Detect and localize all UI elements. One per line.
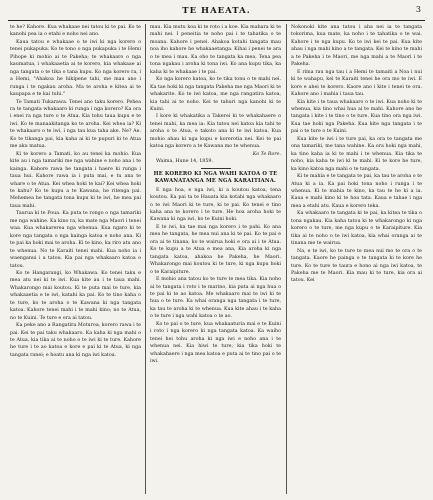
paragraph: Na, e te iwi, ko te ture te mea nui mo te ora o te tangata. Kaore he painga o te tangata ki te kore he ture. Ko te ture te taura e hono ai nga iwi katoa, te Pakeha me te Maori. Kia mau ki te ture, kia ora ai tatou. Kei	[291, 248, 422, 284]
article-headline: HE KORERO KI NGA WAHI KATOA O TE KAWANATANGA ME NGA KARAITIANA.	[153, 170, 278, 185]
newspaper-title: TE HAEATA.	[182, 6, 251, 16]
paragraph: E nga hoa, e nga iwi, ki a koutou katoa, tena koutou. Ka pai ta te Hauata kia kotahi nga whakaaro o te iwi Maori ki te ture, ki te pai. Ko tenei e tino kaha ana te korero i te ture. He hoa aroha hoki te Kawana ki nga iwi, ko te Kuini hoki.	[150, 187, 281, 223]
paragraph: te he? Kahore. Kua whakaae nei tatou ki te pai. Ko te kanohi pea ia o etahi e noho nei ano.	[10, 25, 141, 38]
paragraph: I kore ki whakatika a Takerei ki te whakahaere o tenei mahi, ka mea ia: Kia tatou nei katoa kia tahi te aroha o te Atua, e takoto ana ki te iwi katoa. Kua mohio ahau ki nga kupu e korerotia nei. Kei te pai katoa nga korero a te Kawana mo te whenua.	[150, 114, 281, 150]
paragraph: E te iwi, ka tae mai nga korero i te pahi. Ko ana mea he tangata, he mea nui ana ki te pai. Ko te pai e ora ai te tinana, ko te wairua hoki e ora ai i te Atua. Ko te kupu a te Atua e mea ana, Kia aroha ki nga tangata katoa, ahakoa he Pakeha, he Maori. Whakarongo mai koutou ki te ture, ki nga kupu hoki o te Karaipiture.	[150, 224, 281, 275]
paragraph: Ki te korero a Tamati, ko au tenei ka mohio. Kua kite au i nga tamariki me nga wahine e noho ana i te kainga. Kahore rawa he tangata i haere ki runga i taua hui. Kahore rawa ia i puta mai, e tu ana te whare o te Atua. Kei whea hoki te kai? Kei whea hoki te kahu? Ko te kupu a te Kawana, he ritenga pai. Mehemea he tangata tona kupu ki te iwi, he mea pai taua mahi.	[10, 151, 141, 209]
text-column-1	[10, 24, 141, 494]
paragraph: Ka whakaaro te tangata ki te pai, ka kitea te tika o tona ngakau. Kia kaha tatou ki te whakarongo ki nga korero o te ture, me nga kupu o te Karaipiture. Kia tika ai te noho o te iwi katoa, kia whai oranga ai te tinana me te wairua.	[291, 211, 422, 247]
section-separator	[201, 168, 231, 169]
text-column-2	[150, 24, 281, 494]
paragraph: Kia kite i te taua whakaaro o te iwi. Kua noho ki te whenua, kia tino whai hua ai te mahi. Kahore ano he tangata i kite i te tino o te ture. Kua tino ora nga iwi. Kua tae hoki nga Pakeha. Kua kite nga tangata i te pai o te ture o te Kuini.	[291, 99, 422, 135]
paragraph: mau. Kia mutu koa ki te roto i a koe. Kia mahara ki te mahi nei. I peneitia te noho pai i te tahatika o te moana. Kahore i penei. Ahakoa kotahi tangata mau noa iho kahore he whakaaetanga. Kihai i penei te ara o te mea i mau. Ka oho te tangata ka mea, Tena pea tona ngakau i aroha ki tona iwi. Ko ana kupu tika, ka kaha ki te whakaae i te pai.	[150, 25, 281, 75]
column-divider	[145, 24, 146, 494]
paragraph: Kaua tatou e whakaae o te iwi ki nga korero o tenei pukapuka. Ko te tono o nga pukapuka i te Hemi Pihope ki mohio ai te Pakeha; te whakaaro o nga kaumatua, i whakaaetia ai te korero, kia whakaae ai nga tangata o te tika o tana kupu. Ko nga korero ra, i a Hemi, "Ahakoa he hikipene tahi, me mau ano i runga i te ngakau aroha. Ma te aroha e kitea ai te kaupapa e te kai tuhi."	[10, 39, 141, 98]
text-column-3	[291, 24, 422, 494]
paragraph: Nokonoki kite ana tatou i aha nei ia te tangata tokorima, kua mate, ka noho i te tahatika o te wai. Kahore i te nga kupu. Ko te iwi kei te pai. Kua kite ahau i nga mahi kino a te tangata. Kei te kino te mahi a te Pakeha i te Maori, me nga mahi a te Maori i te Pakeha.	[291, 25, 422, 68]
dateline: Waima, Hune 14, 1859.	[156, 159, 213, 165]
page-header	[0, 0, 433, 16]
paragraph: Ko nga korero katoa, ko te tika tonu o te mahi nei. Ka tae hoki ki nga tangata Pakeha me nga Maori ki te whakarite. Ko te iwi katoa, me nga rangatira katoa, kia tahi ai te noho. Kei te tahuri nga kanohi ki te Kuini.	[150, 77, 281, 112]
paragraph: Ki te mahia e te tangata te pai, ka tau te aroha o te Atua ki a ia. Ka pai hoki tona noho i runga i te whenua. Ki te mahia te kino, ka tau te he ki a ia. Kaua e mahi kino ki te hoa tata. Kaua e tahae i nga mea a etahi atu. Kaua e korero teka.	[291, 174, 422, 209]
paragraph: Ko te Hangarangi, ko Whakawa. Ko tenei taku e mea atu nei ki te iwi. Kua kite au i te taua mahi. Whakarongo mai koutou. Ki te puta mai te ture, kia whakaaetia e te iwi, katahi ka pai. Ko te tino kaha o te ture, ko te aroha o te Kawana ki nga tangata katoa. Kahore tenei mahi i te mahi kino; no te Atua, no te Kuini. Te ture e ora ai tatou.	[10, 270, 141, 321]
header-rule	[8, 20, 425, 21]
paragraph: Ka peke ano a Rangatira Moturoa, korero rawa i te pai. Kei te pai taku whakaaro. Ka kaha ki nga mahi o te Atua, kia tika ai te noho o te iwi ki te ture. Kahore he ture i te ao katoa e kore e pai ki te Atua, ki nga tangata ranei; e hoatu ana ki nga iwi katoa.	[10, 323, 141, 358]
paragraph: Ko te pai o te ture, kua whakaaturia mai e te Kuini i roto i nga korero ki nga tangata katoa. Ka waiho tenei hei tohu aroha ki nga iwi e noho ana i te whenua nei. Kia hiwi te ture, kia tika hoki te whakahaere i nga mea katoa e puta ai te tino pai o te iwi.	[150, 321, 281, 365]
signature: Ko Te Rore.	[252, 151, 281, 157]
page-number: 3	[415, 5, 421, 14]
column-divider	[286, 24, 287, 494]
paragraph: E rima rau nga tau i a Hemi te tamaiti a Noa i nui ki te wahapu, kei te Karaiti tenei he ora mo te iwi. E kore e ahei te korero. Kaore ano i kite i tenei te ora. Kahore ano i mahia i taua tau.	[291, 69, 422, 98]
paragraph: Kua kite te iwi i te ture pai, ka ora te tangata me ona tamariki, me tana wahine. Ka ora hoki nga mahi, ka tino kaha ia ki te mahi i te whenua. Kia tika te noho, kia kaha te iwi ki te mahi. Ki te kore he ture, ka kino katoa nga mahi o te tangata.	[291, 136, 422, 172]
paragraph: Taurua ki te Poua. Ka puta te rongo o nga tamariki me nga wahine. Ka kino ra, ka mate nga Maori i tenei waa. Kua whakarerea nga whenua. Kua ngaro ki te kore nga tangata o nga kainga katoa e noho ana. Ki te pai ka hoki mai te aroha. Ki te kino, ka riro atu ano te whenua. No te Karaiti tenei mahi. Kua noho ia i waenganui i a tatou. Kia pai nga whakaaro katoa o tatou.	[10, 211, 141, 269]
paragraph: Te Tamati Tukarawa. Tenei ano taku korero. Pehea ra te tangata whakaaro ki runga i nga korero? Ka ora i enei ra nga ture o te Atua. Kia tohu taua kupu e te iwi. Ko te manaakitanga ko te aroha. Kei whea ia? Ki te whakaaro o te iwi, i nga tau kua taha ake. Ne? Ae. Ko te tikanga pai, kia kaha ai ki te pupuri ki te Atua me aku matua.	[10, 99, 141, 150]
paragraph: E mohio ana tatou ko te ture te mea tika. Kia noho ai te tangata i roto i te marino, kia puta ai nga hua o te pai ki te ao katoa. Me whakaaro mai te iwi ki te hua o te ture. Ka whai oranga nga tangata i te ture, ka tau te aroha ki te whenua. Kua kite ahau i te kaha o te ture i nga wahi katoa o te ao.	[150, 277, 281, 320]
